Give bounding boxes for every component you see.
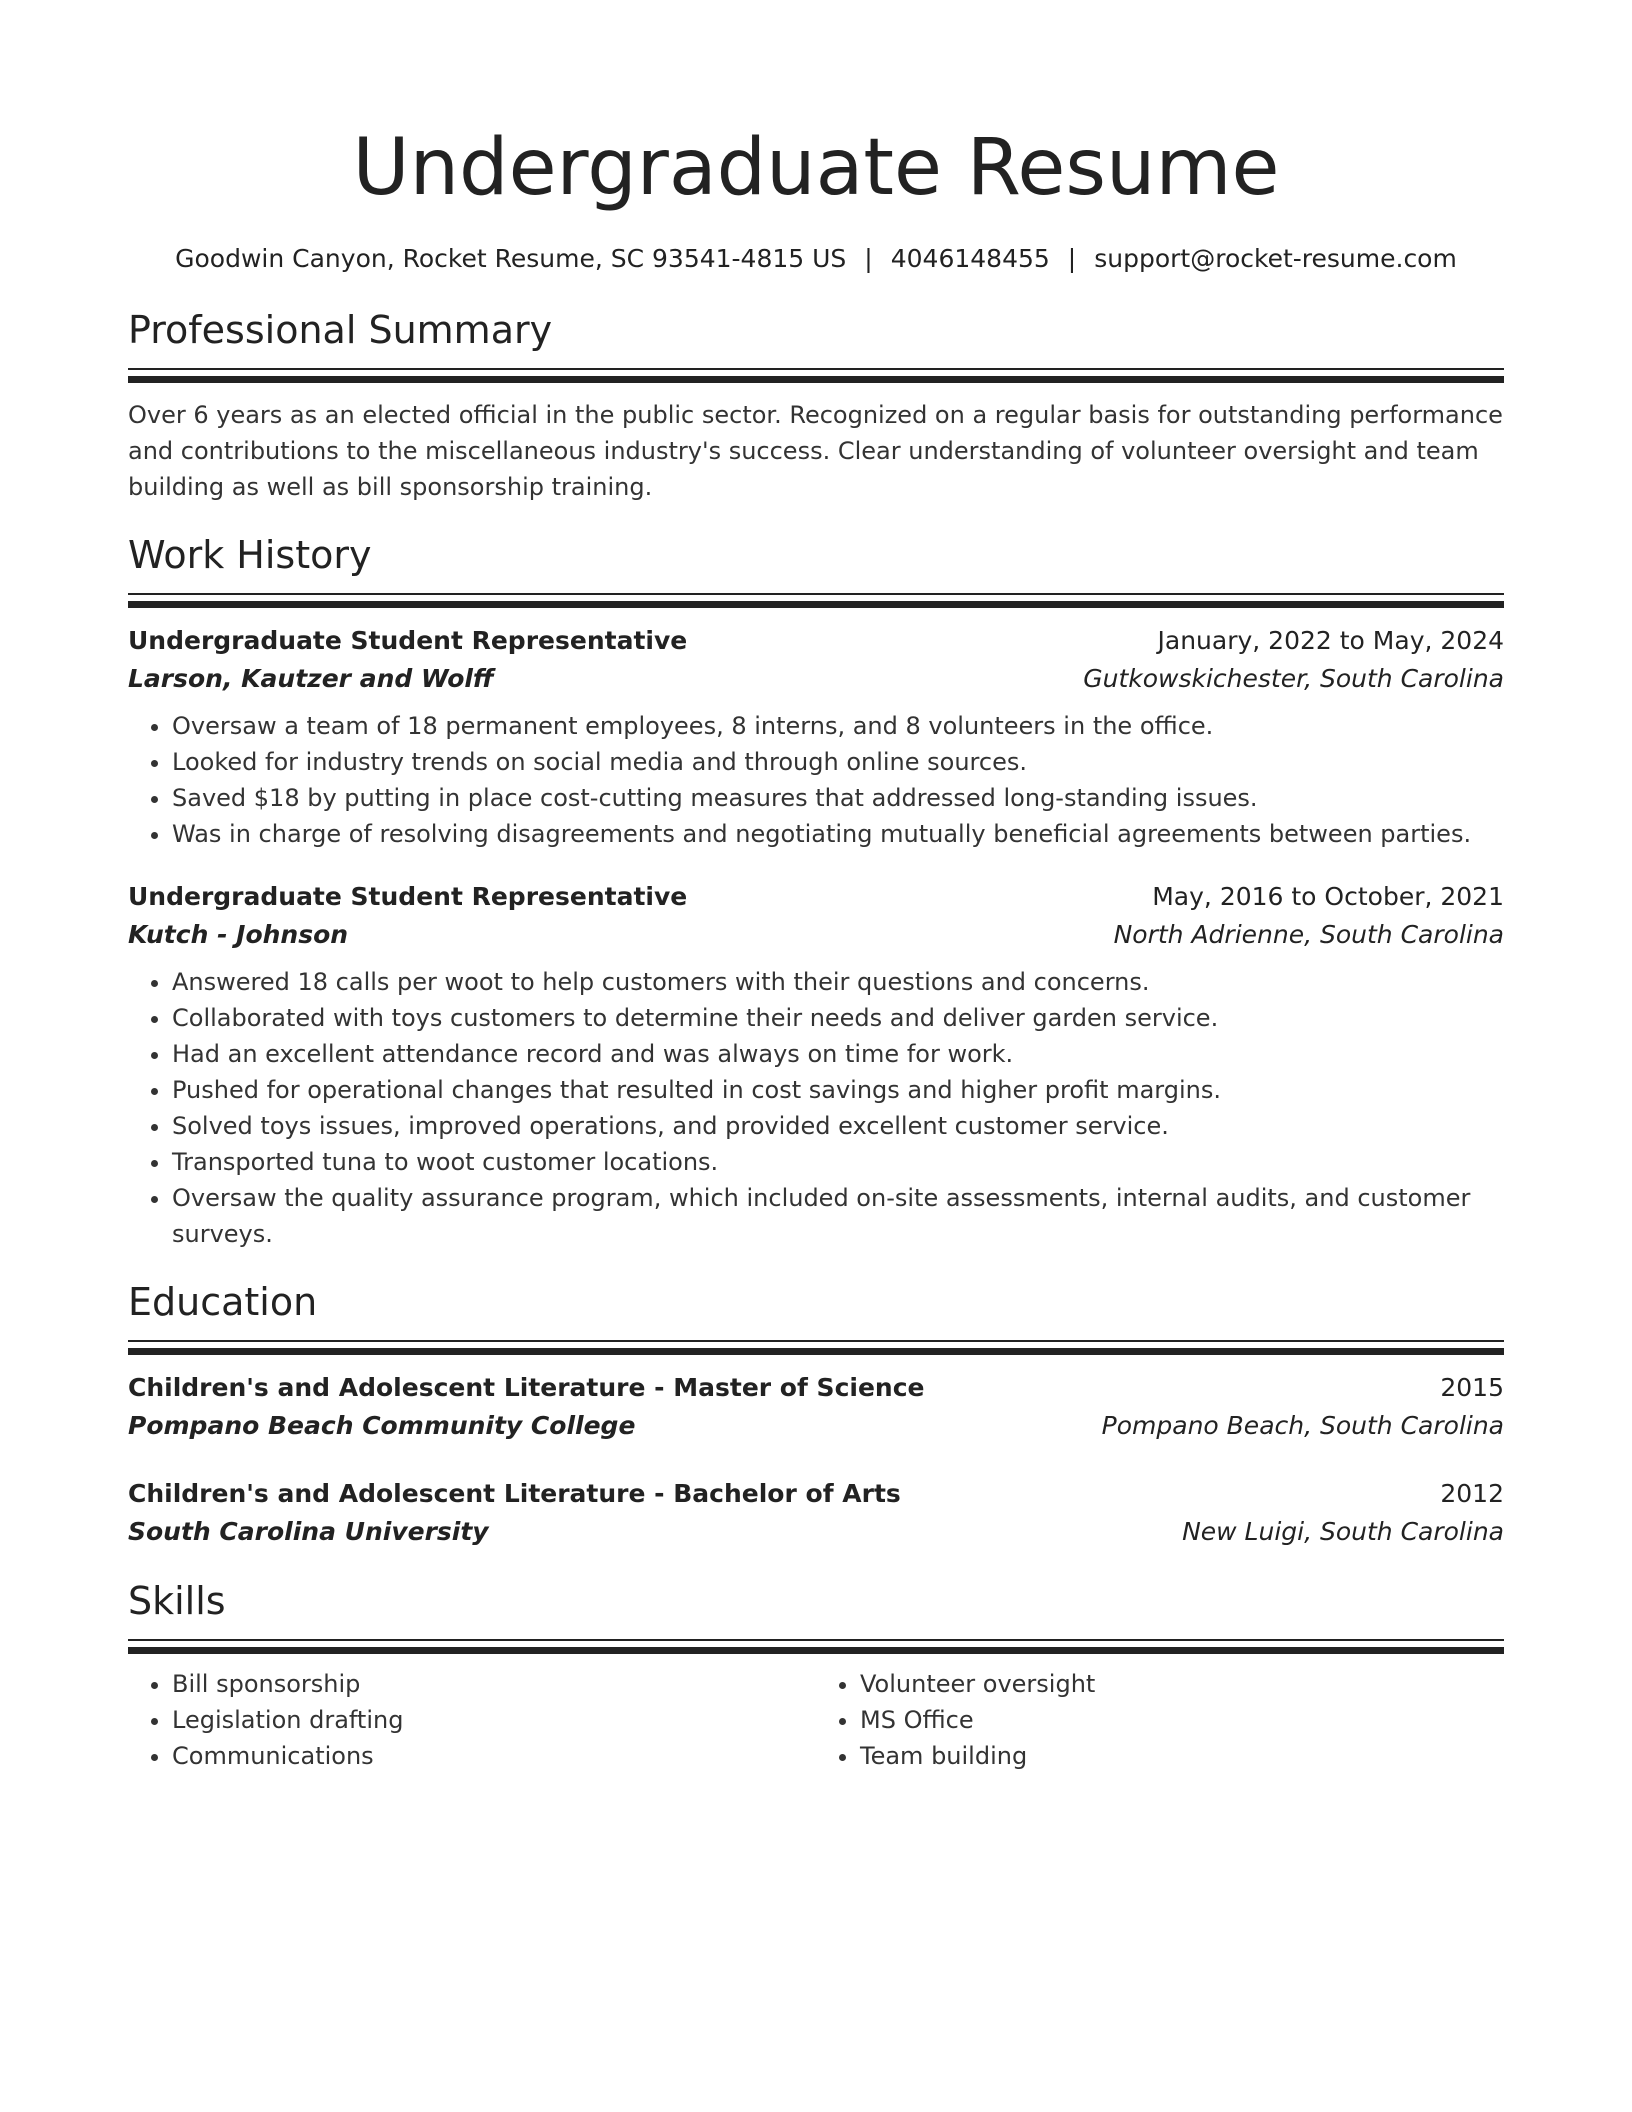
skill-item: • MS Office [860, 1702, 1504, 1738]
job-entry [128, 878, 1504, 1252]
list-item: • Oversaw the quality assurance program, which included on-site assessments, internal audits, and customer surveys. [172, 1180, 1504, 1252]
job-header [128, 878, 1504, 916]
job-subheader [128, 916, 1504, 954]
list-item: • Saved $18 by putting in place cost-cutting measures that addressed long-standing issues. [172, 780, 1504, 816]
section-divider [128, 593, 1504, 595]
education-degree: Children's and Adolescent Literature - Bachelor of Arts [128, 1479, 901, 1508]
job-company: Kutch - Johnson [128, 920, 349, 949]
job-bullets [128, 708, 1504, 852]
skill-item: • Legislation drafting [172, 1702, 816, 1738]
contact-email: support@rocket-resume.com [1094, 244, 1457, 273]
section-divider-thick [128, 376, 1504, 383]
contact-phone: 4046148455 [890, 244, 1050, 273]
section-divider-thick [128, 1647, 1504, 1654]
contact-line [128, 242, 1504, 276]
skill-item: • Communications [172, 1738, 816, 1774]
list-item: • Oversaw a team of 18 permanent employees, 8 interns, and 8 volunteers in the office. [172, 708, 1504, 744]
skill-item: • Team building [860, 1738, 1504, 1774]
skills-column-left [128, 1666, 816, 1774]
education-year: 2015 [1440, 1373, 1504, 1402]
job-location: Gutkowskichester, South Carolina [1083, 664, 1504, 693]
education-section [128, 1278, 1504, 1551]
section-title-skills: Skills [128, 1579, 226, 1623]
summary-text: Over 6 years as an elected official in the public sector. Recognized on a regular basis for outstanding performance and contributions to the miscellaneous industry's success. Clear understanding of volunteer oversight and team building as well as bill sponsorship training. [128, 401, 1503, 501]
education-header [128, 1475, 1504, 1513]
skill-item: • Bill sponsorship [172, 1666, 816, 1702]
education-entry [128, 1475, 1504, 1551]
list-item: • Transported tuna to woot customer locations. [172, 1144, 1504, 1180]
education-school: South Carolina University [128, 1517, 489, 1546]
skills-section [128, 1577, 1504, 1774]
section-divider [128, 1639, 1504, 1641]
education-subheader [128, 1407, 1504, 1445]
work-section [128, 531, 1504, 1252]
job-location: North Adrienne, South Carolina [1113, 920, 1504, 949]
section-title-education: Education [128, 1280, 318, 1324]
resume-name: Undergraduate Resume [352, 123, 1280, 213]
contact-address: Goodwin Canyon, Rocket Resume, SC 93541-4815 US [175, 244, 847, 273]
job-entry [128, 622, 1504, 852]
job-dates: January, 2022 to May, 2024 [1157, 626, 1504, 655]
section-divider-thick [128, 1348, 1504, 1355]
section-title-work: Work History [128, 533, 372, 577]
skills-list [816, 1666, 1504, 1774]
education-header [128, 1369, 1504, 1407]
list-item: • Solved toys issues, improved operations, and provided excellent customer service. [172, 1108, 1504, 1144]
education-school: Pompano Beach Community College [128, 1411, 636, 1440]
skills-grid [128, 1666, 1504, 1774]
education-entry [128, 1369, 1504, 1445]
skills-column-right [816, 1666, 1504, 1774]
list-item: • Pushed for operational changes that resulted in cost savings and higher profit margins. [172, 1072, 1504, 1108]
list-item: • Was in charge of resolving disagreements and negotiating mutually beneficial agreements between parties. [172, 816, 1504, 852]
summary-section [128, 306, 1504, 505]
job-dates: May, 2016 to October, 2021 [1152, 882, 1504, 911]
list-item: • Had an excellent attendance record and was always on time for work. [172, 1036, 1504, 1072]
section-divider [128, 1340, 1504, 1342]
education-degree: Children's and Adolescent Literature - Master of Science [128, 1373, 925, 1402]
section-divider-thick [128, 601, 1504, 608]
job-header [128, 622, 1504, 660]
list-item: • Looked for industry trends on social media and through online sources. [172, 744, 1504, 780]
education-subheader [128, 1513, 1504, 1551]
education-location: New Luigi, South Carolina [1182, 1517, 1504, 1546]
list-item: • Answered 18 calls per woot to help customers with their questions and concerns. [172, 964, 1504, 1000]
section-title-summary: Professional Summary [128, 308, 553, 352]
job-bullets [128, 964, 1504, 1252]
education-year: 2012 [1440, 1479, 1504, 1508]
skill-item: • Volunteer oversight [860, 1666, 1504, 1702]
section-divider [128, 368, 1504, 370]
list-item: • Collaborated with toys customers to determine their needs and deliver garden service. [172, 1000, 1504, 1036]
job-subheader [128, 660, 1504, 698]
contact-separator: | [864, 244, 873, 273]
job-title: Undergraduate Student Representative [128, 882, 688, 911]
contact-separator: | [1067, 244, 1077, 273]
skills-list [128, 1666, 816, 1774]
education-location: Pompano Beach, South Carolina [1101, 1411, 1504, 1440]
job-company: Larson, Kautzer and Wolff [128, 664, 494, 693]
job-title: Undergraduate Student Representative [128, 626, 688, 655]
